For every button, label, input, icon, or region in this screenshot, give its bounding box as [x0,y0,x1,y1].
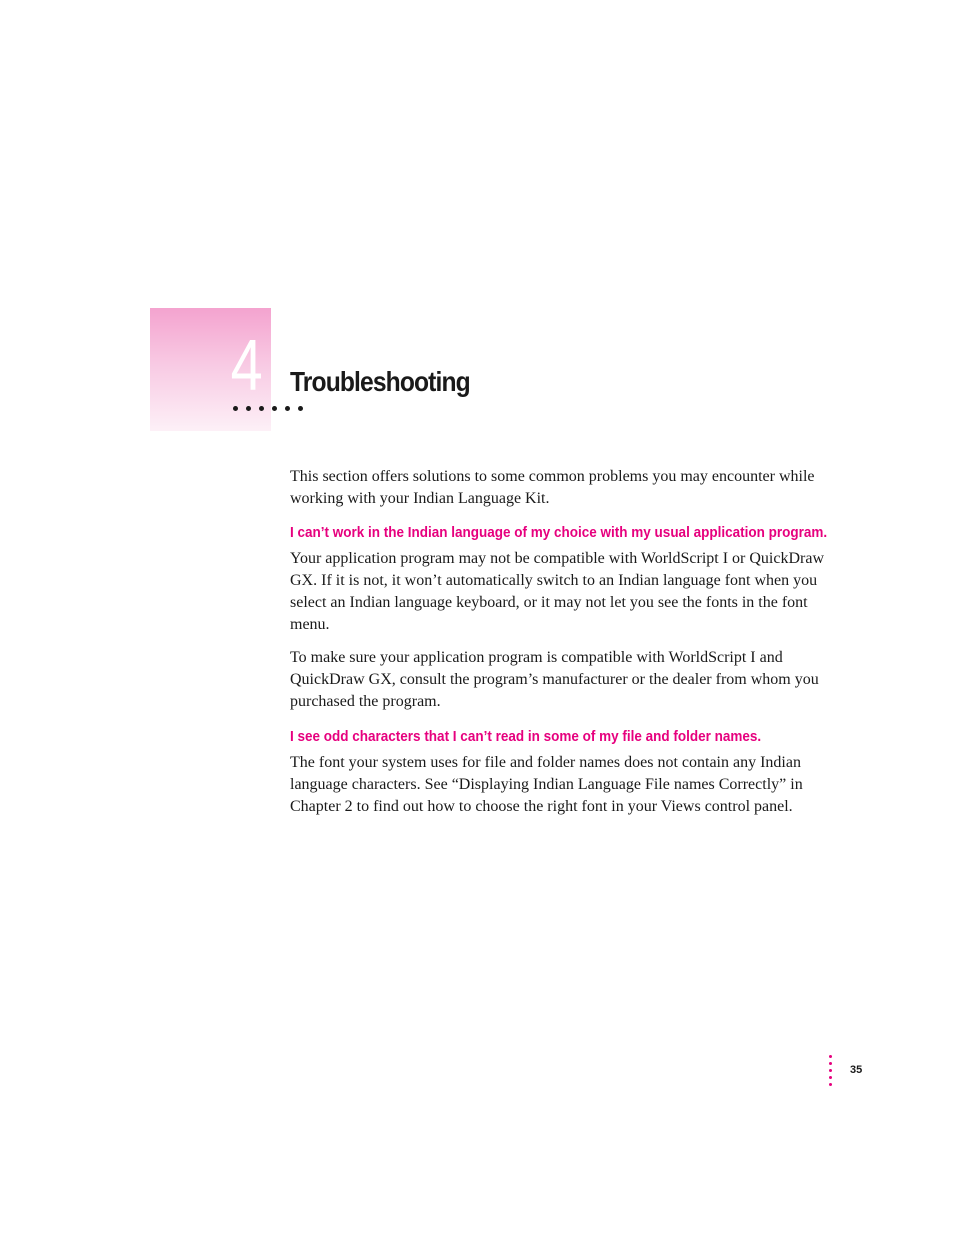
intro-paragraph: This section offers solutions to some common problems you may encounter while working with your Indian Language Kit. [290,468,815,507]
dot-bullet [259,406,264,411]
problem-heading-2: I see odd characters that I can’t read in some of my file and folder names. [290,728,762,745]
chapter-title: Troubleshooting [290,366,470,397]
solution-paragraph-3: The font your system uses for file and folder names does not contain any Indian language characters. See “Displaying Indian Language File names Correctly” in Chapter 2 to find out how to choose the right font in your Views control panel. [290,754,803,815]
solution-paragraph-1: Your application program may not be compatible with WorldScript I or QuickDraw GX. If it is not, it won’t automatically switch to an Indian language font when you select an Indian language keyboard, or it may not let you see the fonts in the font menu. [290,550,825,633]
dot-bullet [233,406,238,411]
dot-bullet [285,406,290,411]
dot-bullet [246,406,251,411]
chapter-number-block [150,308,271,431]
chapter-number: 4 [230,326,261,406]
solution-paragraph-2: To make sure your application program is compatible with WorldScript I and QuickDraw GX, consult the program’s manufacturer or the dealer from whom you purchased the program. [290,649,819,710]
dot-bullet [829,1083,832,1086]
chapter-body [290,466,840,829]
problem-heading-1: I can’t work in the Indian language of my choice with my usual application program. [290,524,828,541]
title-dot-rule [233,406,303,411]
dot-bullet [829,1055,832,1058]
folio-dot-rule [829,1055,832,1086]
page-number: 35 [850,1064,863,1076]
dot-bullet [829,1076,832,1079]
page-folio [829,1055,863,1086]
dot-bullet [829,1062,832,1065]
dot-bullet [272,406,277,411]
dot-bullet [829,1069,832,1072]
dot-bullet [298,406,303,411]
